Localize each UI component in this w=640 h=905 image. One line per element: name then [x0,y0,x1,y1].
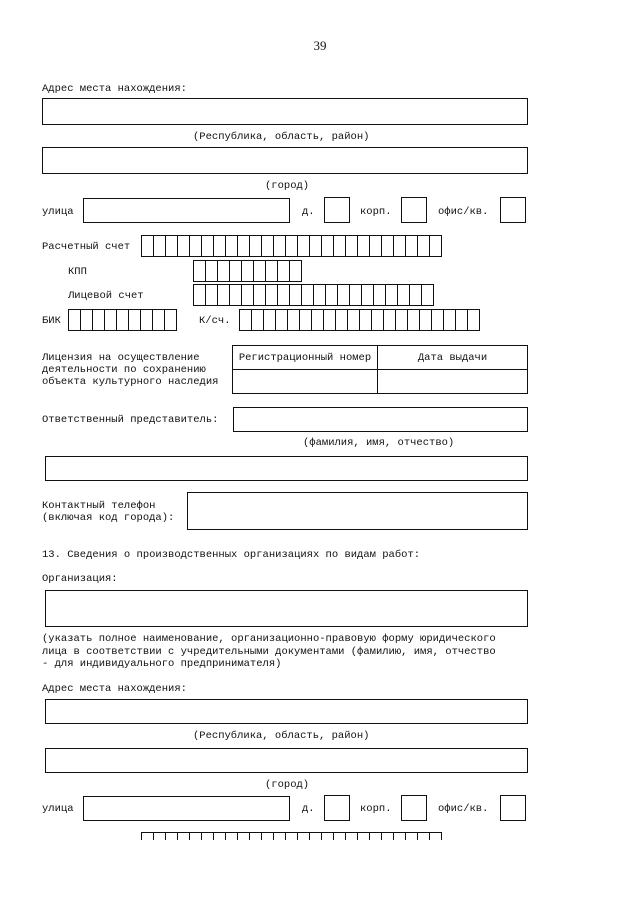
house-label: д. [302,206,315,218]
digit-cell[interactable] [429,832,442,840]
city-field[interactable] [42,147,528,174]
kpp-label: КПП [68,266,87,278]
region-field-2[interactable] [45,699,528,724]
building-field-2[interactable] [401,795,427,821]
street-field-2[interactable] [83,796,290,821]
region-caption: (Республика, область, район) [193,131,370,143]
office-field[interactable] [500,197,526,223]
reg-number-header: Регистрационный номер [233,346,378,370]
digit-cell[interactable] [164,309,177,331]
corr-account-grid[interactable] [239,309,480,331]
organization-note-line-2: лица в соответствии с учредительными документами (фамилию, имя, отчество [42,645,496,658]
digit-cell[interactable] [467,309,480,331]
street-field[interactable] [83,198,290,223]
bik-label: БИК [42,315,61,327]
office-field-2[interactable] [500,795,526,821]
address-label-2: Адрес места нахождения: [42,683,187,695]
issue-date-header: Дата выдачи [378,346,528,370]
license-label-1: Лицензия на осуществление [42,352,200,364]
city-field-2[interactable] [45,748,528,773]
corr-account-label: К/сч. [199,315,231,327]
digit-cell[interactable] [429,235,442,257]
organization-label: Организация: [42,573,118,585]
reg-number-field[interactable] [233,370,378,394]
representative-caption: (фамилия, имя, отчество) [303,437,455,449]
kpp-grid[interactable] [193,260,302,282]
house-label-2: д. [302,803,315,815]
account-grid-2[interactable] [141,832,442,840]
representative-name-field[interactable] [45,456,528,481]
representative-field[interactable] [233,407,528,432]
city-caption: (город) [265,180,310,192]
phone-field[interactable] [187,492,528,530]
building-label: корп. [360,206,392,218]
page-number: 39 [313,38,327,53]
personal-account-grid[interactable] [193,284,434,306]
city-caption-2: (город) [265,779,310,791]
street-label: улица [42,206,74,218]
digit-cell[interactable] [289,260,302,282]
personal-account-label: Лицевой счет [68,290,144,302]
house-field-2[interactable] [324,795,350,821]
organization-field[interactable] [45,590,528,627]
phone-label-2: (включая код города): [42,512,175,524]
bik-grid[interactable] [68,309,177,331]
digit-cell[interactable] [421,284,434,306]
license-label-2: деятельности по сохранению [42,364,206,376]
phone-label-1: Контактный телефон [42,500,156,512]
region-field[interactable] [42,98,528,125]
license-label-3: объекта культурного наследия [42,376,219,388]
section-13-heading: 13. Сведения о производственных организациях по видам работ: [42,549,421,561]
organization-note-line-3: - для индивидуального предпринимателя) [42,658,282,670]
region-caption-2: (Республика, область, район) [193,730,370,742]
house-field[interactable] [324,197,350,223]
organization-note-line-1: (указать полное наименование, организационно-правовую форму юридического [42,633,496,645]
organization-note [42,633,532,671]
building-label-2: корп. [360,803,392,815]
issue-date-field[interactable] [378,370,528,394]
license-table [232,345,528,394]
address-label: Адрес места нахождения: [42,83,187,95]
representative-label: Ответственный представитель: [42,414,219,426]
building-field[interactable] [401,197,427,223]
account-label: Расчетный счет [42,241,131,253]
account-grid[interactable] [141,235,442,257]
office-label: офис/кв. [438,206,489,218]
office-label-2: офис/кв. [438,803,489,815]
street-label-2: улица [42,803,74,815]
